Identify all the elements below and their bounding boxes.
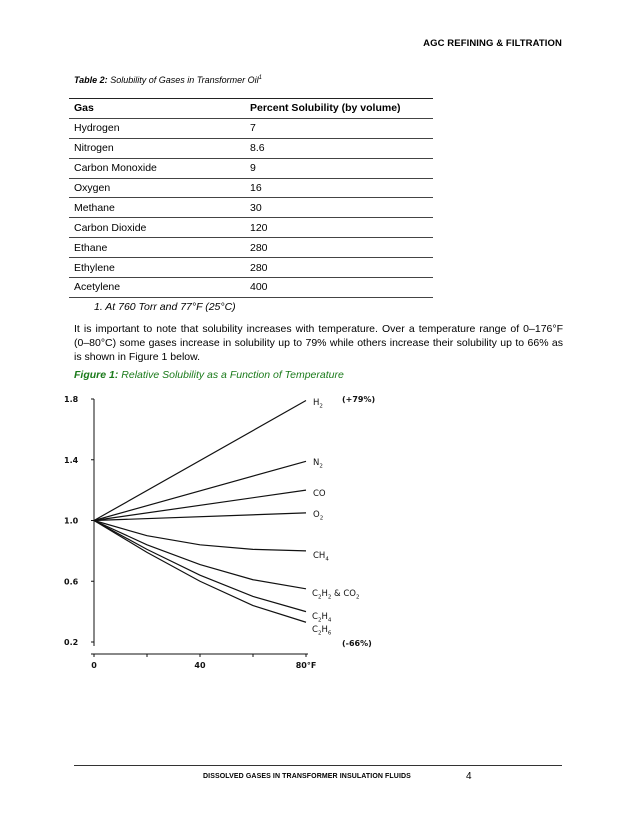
gas-cell: Methane [69,198,245,218]
body-paragraph: It is important to note that solubility increases with temperature. Over a temperature range of 0–176°F (0–80°C) some gases increase in solubility up to 79% while others increase their solubility up to 66% as is shown in Figure 1 below. [74,323,563,363]
solubility-cell: 280 [245,258,433,278]
series-label: $C_2H_2$ & $CO_2$ [312,589,360,601]
solubility-cell: 9 [245,158,433,178]
y-tick-label: 1.0 [64,516,79,526]
footer-divider [74,765,562,766]
series-label: $C_2H_4$ [312,612,332,624]
gas-cell: Ethylene [69,258,245,278]
chart-axes [64,395,316,670]
gas-cell: Carbon Dioxide [69,218,245,238]
gas-cell: Acetylene [69,278,245,298]
series-label: $CH_4$ [313,551,329,563]
gas-cell: Hydrogen [69,118,245,138]
table-caption-suffix: 1 [258,75,262,81]
series-line-h2 [94,401,306,521]
figure-caption-text: Relative Solubility as a Function of Temperature [121,369,344,381]
footer-title: DISSOLVED GASES IN TRANSFORMER INSULATION FLUIDS [203,773,411,780]
y-tick-label: 0.6 [64,577,79,587]
series-label: $H_2$ [313,398,323,410]
figure-caption-label: Figure 1: [74,369,119,381]
gas-cell: Carbon Monoxide [69,158,245,178]
solubility-cell: 30 [245,198,433,218]
table-caption-text: Solubility of Gases in Transformer Oil [110,75,259,85]
solubility-cell: 280 [245,238,433,258]
x-tick-label: 80°F [295,661,317,670]
column-header-gas: Gas [69,99,245,119]
chart-annotation: (-66%) [342,639,372,648]
chart-annotation: (+79%) [342,395,376,404]
x-tick-label: 40 [194,661,206,670]
series-line-co [94,490,306,520]
series-label: $N_2$ [313,458,323,470]
table-caption-label: Table 2: [74,75,108,85]
table-footnote: 1. At 760 Torr and 77°F (25°C) [94,301,236,313]
series-line-n2 [94,461,306,520]
column-header-solubility: Percent Solubility (by volume) [245,99,433,119]
series-line-c2h4 [94,521,306,612]
x-tick-label: 0 [91,661,97,670]
gas-cell: Nitrogen [69,138,245,158]
header-title: AGC REFINING & FILTRATION [423,38,562,49]
page-number: 4 [466,771,472,782]
chart-lines [94,401,306,623]
gas-cell: Oxygen [69,178,245,198]
y-tick-label: 0.2 [64,638,79,647]
series-label: $C_2H_6$ [312,625,332,637]
solubility-cell: 7 [245,118,433,138]
series-line-c2h6 [94,521,306,623]
series-label: $O_2$ [313,510,324,522]
solubility-cell: 400 [245,278,433,298]
solubility-cell: 120 [245,218,433,238]
series-line-o2 [94,513,306,521]
series-line-c2h2-co2 [94,521,306,589]
y-tick-label: 1.8 [64,395,79,404]
y-tick-label: 1.4 [64,455,79,465]
series-label: CO [313,489,326,499]
chart-labels [312,395,375,648]
solubility-cell: 8.6 [245,138,433,158]
gas-cell: Ethane [69,238,245,258]
solubility-cell: 16 [245,178,433,198]
